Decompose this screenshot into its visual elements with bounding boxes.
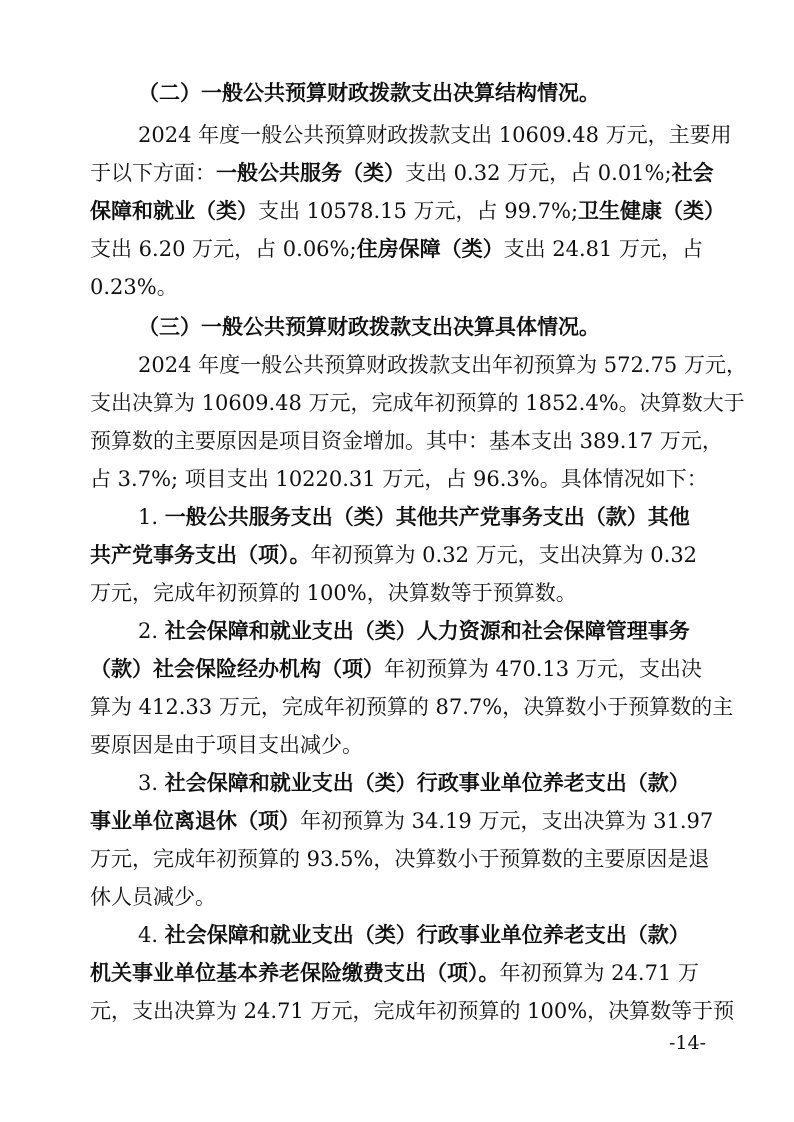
section-2-text-line-1: 2024 年度一般公共预算财政拨款支出 10609.48 万元，主要用 [138,123,732,147]
item-2-title-cont: （款）社会保险经办机构（项） [90,657,384,681]
section-3-text-line-2: 支出决算为 10609.48 万元，完成年初预算的 1852.4%。决算数大于 [90,391,745,415]
category-social-security-start: 社会 [671,161,714,185]
item-4-line-1 [138,920,690,950]
item-number: 3. [138,771,165,795]
text-segment: 支出 10578.15 万元，占 99.7%; [258,199,579,223]
section-2-heading: （二）一般公共预算财政拨款支出决算结构情况。 [138,81,600,105]
section-2-text-line-5: 0.23%。 [90,275,178,299]
section-2-text-line-3 [90,196,725,226]
item-3-line-1 [138,768,690,798]
item-number: 1. [138,505,165,529]
item-1-line-1 [138,502,690,532]
text-segment: 于以下方面： [90,161,216,185]
section-3-text-line-4: 占 3.7%; 项目支出 10220.31 万元，占 96.3%。具体情况如下： [90,467,708,491]
item-4-line-2 [90,958,699,988]
text-segment: 年初预算为 0.32 万元，支出决算为 0.32 [310,543,698,567]
text-segment: 支出 24.81 万元，占 [503,237,704,261]
item-3-line-3: 万元，完成年初预算的 93.5%，决算数小于预算数的主要原因是退 [90,847,710,871]
item-3-line-2 [90,806,713,836]
category-health: 卫生健康（类） [578,199,726,223]
item-3-title-cont: 事业单位离退休（项） [90,809,300,833]
page-number: -14- [668,1032,706,1054]
item-1-line-2 [90,540,697,570]
text-segment: 年初预算为 470.13 万元，支出决 [384,657,702,681]
item-2-title: 社会保障和就业支出（类）人力资源和社会保障管理事务 [164,619,690,643]
category-housing: 住房保障（类） [356,237,504,261]
item-3-title: 社会保障和就业支出（类）行政事业单位养老支出（款） [164,771,690,795]
item-1-title-cont: 共产党事务支出（项）。 [90,543,311,567]
text-segment: 支出 0.32 万元，占 0.01%; [405,161,672,185]
item-2-line-3: 算为 412.33 万元，完成年初预算的 87.7%，决算数小于预算数的主 [90,695,734,719]
section-2-text-line-4 [90,234,703,264]
item-3-line-4: 休人员减少。 [90,885,216,909]
item-4-line-3: 元，支出决算为 24.71 万元，完成年初预算的 100%，决算数等于预 [90,999,735,1023]
item-2-line-1 [138,616,690,646]
category-general-public-services: 一般公共服务（类） [216,161,405,185]
item-1-line-3: 万元，完成年初预算的 100%，决算数等于预算数。 [90,581,577,605]
item-number: 2. [138,619,165,643]
item-2-line-2 [90,654,702,684]
item-1-title: 一般公共服务支出（类）其他共产党事务支出（款）其他 [164,505,690,529]
item-4-title-cont: 机关事业单位基本养老保险缴费支出（项）。 [90,961,500,985]
item-2-line-4: 要原因是由于项目支出减少。 [90,733,363,757]
item-number: 4. [138,923,165,947]
item-4-title: 社会保障和就业支出（类）行政事业单位养老支出（款） [164,923,690,947]
section-3-text-line-3: 预算数的主要原因是项目资金增加。其中：基本支出 389.17 万元， [90,429,723,453]
text-segment: 年初预算为 34.19 万元，支出决算为 31.97 [300,809,714,833]
category-social-security-end: 保障和就业（类） [90,199,258,223]
section-3-heading: （三）一般公共预算财政拨款支出决算具体情况。 [138,315,600,339]
section-2-text-line-2 [90,158,714,188]
text-segment: 年初预算为 24.71 万 [499,961,699,985]
text-segment: 支出 6.20 万元，占 0.06%; [90,237,357,261]
section-3-text-line-1: 2024 年度一般公共预算财政拨款支出年初预算为 572.75 万元， [138,353,747,377]
